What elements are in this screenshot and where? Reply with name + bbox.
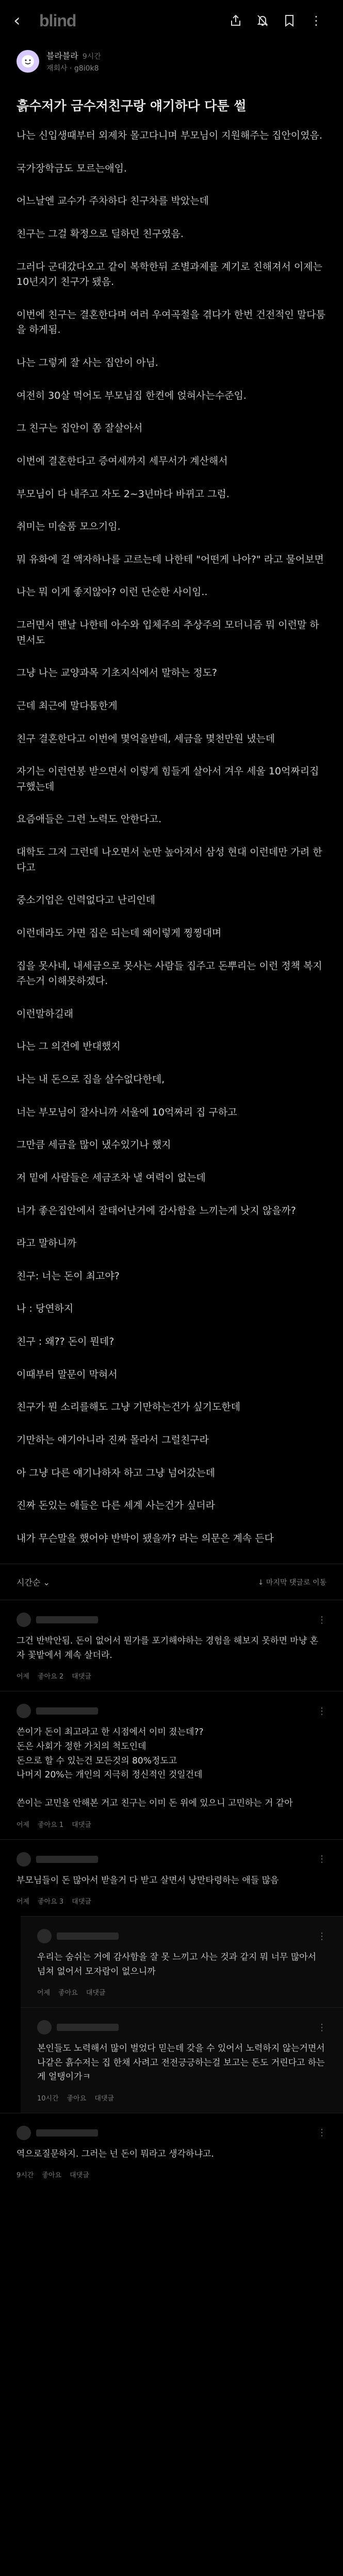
comment-like-button[interactable]: 좋아요 1 [38, 1821, 64, 1829]
more-vertical-icon[interactable]: ⋮ [310, 13, 322, 28]
post-paragraph: 내가 무슨말을 했어야 반박이 됐을까? 라는 의문은 계속 든다 [17, 1532, 274, 1544]
comment-time: 10시간 [37, 2094, 59, 2103]
sort-dropdown[interactable]: 시간순 ⌄ [17, 1578, 50, 1588]
comment-meta [17, 2170, 326, 2179]
post-paragraph: 그만큼 세금을 많이 냈수있기나 했지 [17, 1139, 171, 1151]
post-paragraph: 취미는 미술품 모으기임. [17, 521, 121, 533]
comment-more-icon[interactable]: ⋮ [317, 2022, 326, 2033]
top-bar [0, 0, 343, 41]
comment-avatar [17, 2126, 31, 2140]
post-title: 흙수저가 금수저친구랑 얘기하다 다툰 썰 [17, 98, 247, 113]
comment-author-redacted [36, 1856, 98, 1863]
post-paragraph: 그러다 군대갔다오고 같이 복학한뒤 조별과제를 계기로 친해져서 이제는 10년지기 친구가 됐음. [17, 261, 322, 288]
post-paragraph: 이번에 친구는 결혼한다며 여러 우여곡절을 겪다가 한번 건전적인 말다툼을 하게됨. [17, 309, 325, 336]
post-paragraph: 아 그냥 다른 얘기나하자 하고 그냥 넘어갔는데 [17, 1467, 215, 1479]
comment-like-button[interactable]: 좋아요 [58, 1989, 78, 1997]
comment-author-redacted [36, 2129, 98, 2137]
post-paragraph: 기만하는 얘기아니라 진짜 몰라서 그럴친구라 [17, 1434, 209, 1446]
comment-more-icon[interactable]: ⋮ [317, 1614, 326, 1625]
bell-off-icon[interactable] [249, 14, 276, 27]
post-paragraph: 그 친구는 집안이 쫌 잘살아서 [17, 422, 143, 434]
comment-more-icon[interactable]: ⋮ [317, 2127, 326, 2139]
comment-like-button[interactable]: 좋아요 [67, 2094, 87, 2103]
comment-text: 그건 반박안됨. 돈이 없어서 뭔가를 포기해야하는 경험을 해보지 못하면 마냥 혼자 꽃밭에서 계속 살더라. [17, 1636, 318, 1660]
comment-sort-bar [0, 1564, 343, 1600]
post-paragraph: 나는 그렇게 잘 사는 집안이 아님. [17, 357, 158, 368]
comment-time: 9시간 [17, 2172, 34, 2180]
comment-time: 어제 [17, 1673, 30, 1681]
comment-more-icon[interactable]: ⋮ [317, 1705, 326, 1717]
comment-like-button[interactable]: 좋아요 [42, 2172, 62, 2180]
post-paragraph: 뭐 유화에 걸 액자하나를 고르는데 나한테 "어떤게 나아?" 라고 물어보면 [17, 553, 324, 565]
post-paragraph: 집을 못사네, 내세금으로 못사는 사람들 집주고 돈뿌리는 이런 정책 복지주는거 이해못하겠다. [17, 960, 322, 987]
comment-header [17, 1613, 326, 1627]
comment-meta [17, 1819, 326, 1829]
post-paragraph: 부모님이 다 내주고 자도 2~3년마다 바뀌고 그럼. [17, 488, 230, 500]
post-paragraph: 어느날엔 교수가 주차하다 친구차를 박았는데 [17, 195, 209, 207]
comment-header [17, 1704, 326, 1718]
comment-text: 우리는 숨쉬는 거에 감사함을 잘 못 느끼고 사는 것과 같지 뭐 너무 많아서 넘쳐 없어서 모자람이 없으니까 [37, 1952, 317, 1977]
comment-text: 부모님들이 돈 많아서 받을거 다 받고 살면서 낭만타령하는 애들 많음 [17, 1875, 279, 1886]
back-arrow-icon[interactable]: ‹ [13, 10, 21, 31]
comment-avatar [17, 1704, 31, 1718]
post-paragraph: 친구: 너는 돈이 최고야? [17, 1270, 120, 1282]
post-paragraph: 나는 뭐 이게 좋지않아? 이런 단순한 사이임.. [17, 586, 208, 598]
comment-avatar [37, 2020, 52, 2035]
comment-avatar [17, 1613, 31, 1627]
comment-author-redacted [36, 1707, 98, 1715]
comment-item [0, 1600, 343, 1691]
comment-like-button[interactable]: 좋아요 2 [38, 1673, 64, 1681]
comment-header [17, 2126, 326, 2140]
post-paragraph: 나는 그 의견에 반대했지 [17, 1041, 121, 1053]
reply-item [21, 1916, 343, 2007]
post-body [0, 123, 343, 1546]
comment-time: 어제 [17, 1898, 30, 1906]
post-paragraph: 자기는 이런연봉 받으면서 이렇게 힘들게 살아서 겨우 세울 10억짜리집 구했는데 [17, 766, 319, 792]
comment-avatar [17, 1852, 31, 1867]
comment-reply-button[interactable]: 대댓글 [72, 1821, 91, 1829]
comment-reply-button[interactable]: 대댓글 [86, 1989, 106, 1997]
comment-time: 어제 [17, 1821, 30, 1829]
post-paragraph: 국가장학금도 모르는애임. [17, 162, 127, 174]
post-paragraph: 나 : 당연하지 [17, 1303, 74, 1315]
comment-reply-button[interactable]: 대댓글 [94, 2094, 115, 2103]
comment-reply-button[interactable]: 대댓글 [72, 1673, 91, 1681]
blind-logo[interactable]: blind [39, 11, 76, 30]
comment-text: 본인들도 노력해서 많이 벌었다 믿는데 갖을 수 있어서 노력하지 않는거면서 나같은 흙수저는 집 한채 사려고 전전긍긍하는걸 보고는 돈도 거린다고 하는게 얼탱이가ㅋ [37, 2043, 325, 2082]
post-paragraph: 친구 결혼한다고 이번에 몇억을받데, 세금을 몇천만원 냈는데 [17, 733, 275, 744]
avatar [17, 50, 39, 73]
post-paragraph: 이런말하길래 [17, 1008, 74, 1020]
post-paragraph: 친구 : 왜?? 돈이 뭔데? [17, 1336, 115, 1347]
post-paragraph: 근데 최근에 말다툼한게 [17, 700, 118, 711]
post-paragraph: 중소기업은 인력없다고 난리인데 [17, 894, 156, 906]
post-paragraph: 너는 부모님이 잘사니까 서울에 10억짜리 집 구하고 [17, 1106, 237, 1118]
post-paragraph: 라고 말하니까 [17, 1238, 77, 1249]
comment-meta [17, 1671, 326, 1681]
reply-item [21, 2007, 343, 2113]
avatar-face-icon [20, 54, 36, 69]
post-paragraph: 그러면서 맨날 나한테 아수와 입체주의 추상주의 모더니즘 뭐 이런말 하면서도 [17, 619, 319, 646]
post-paragraph: 이때부터 말문이 막혀서 [17, 1368, 118, 1380]
post-paragraph: 친구가 뭔 소리를해도 그냥 기만하는건가 싶기도한데 [17, 1401, 240, 1413]
comment-header [37, 2020, 326, 2035]
post-paragraph: 여전히 30살 먹어도 부모님집 한켠에 얹혀사는수준임. [17, 389, 247, 401]
comment-text: 역으로질문하지. 그러는 넌 돈이 뭐라고 생각하냐고. [17, 2148, 214, 2159]
top-actions [222, 13, 330, 28]
post-author[interactable] [0, 41, 343, 77]
comment-meta [37, 2093, 326, 2103]
comment-more-icon[interactable]: ⋮ [317, 1930, 326, 1942]
post-paragraph: 너가 좋은집안에서 잘태어난거에 감사함을 느끼는게 낫지 않을까? [17, 1205, 296, 1216]
post-paragraph: 저 밑에 사람들은 세금조차 낼 여력이 없는데 [17, 1172, 206, 1183]
comment-header [37, 1929, 326, 1943]
comment-meta [17, 1896, 326, 1906]
comment-like-button[interactable]: 좋아요 3 [38, 1898, 64, 1906]
author-name: 블라블라 [46, 51, 78, 61]
bookmark-icon[interactable] [276, 14, 303, 27]
post-time: 9시간 [82, 53, 101, 61]
comment-reply-button[interactable]: 대댓글 [72, 1898, 91, 1906]
jump-to-last-comment[interactable]: ↓ 마지막 댓글로 이동 [257, 1578, 326, 1587]
post-paragraph: 그냥 나는 교양과목 기초지식에서 말하는 정도? [17, 667, 218, 679]
post-paragraph: 이런데라도 가면 집은 되는데 왜이렇게 찡찡대며 [17, 927, 222, 939]
post-paragraph: 이번에 결혼한다고 증여세까지 세무서가 계산해서 [17, 455, 228, 467]
author-company: 재회사 · g8i0k8 [46, 64, 99, 73]
comment-item [0, 2113, 343, 2190]
comment-text: 쓴이가 돈이 최고라고 한 시점에서 이미 졌는데?? 돈은 사회가 정한 가치의 척도인데 돈으로 할 수 있는건 모든것의 80%정도고 나머지 20%는 개인의 지극히 정신적인 것일건데 쓴이는 고민을 안해본 거고 친구는 이미 돈 위에 있으니 고민하는 거 같아 [17, 1727, 293, 1809]
comment-item [0, 1691, 343, 1839]
comment-time: 어제 [37, 1989, 51, 1997]
comment-reply-button[interactable]: 대댓글 [70, 2172, 89, 2180]
post-paragraph: 대학도 그저 그런데 나오면서 눈만 높아져서 삼성 현대 이런데만 가려 한다고 [17, 846, 322, 873]
post-paragraph: 친구는 그걸 확정으로 딜하던 친구였음. [17, 228, 184, 240]
comment-avatar [37, 1929, 52, 1943]
post-paragraph: 나는 신입생때부터 외제차 몰고다니며 부모님이 지원해주는 집안이였음. [17, 130, 322, 141]
comment-author-redacted [36, 1616, 98, 1623]
comment-meta [37, 1987, 326, 1997]
post-paragraph: 나는 내 돈으로 집을 살수없다한데, [17, 1074, 165, 1085]
comment-more-icon[interactable]: ⋮ [317, 1854, 326, 1865]
share-icon[interactable] [222, 14, 249, 27]
comment-header [17, 1852, 326, 1867]
post-paragraph: 요즘애들은 그런 노력도 안한다고. [17, 814, 162, 825]
comment-author-redacted [57, 1933, 119, 1940]
comment-author-redacted [57, 2024, 119, 2031]
comment-item [0, 1839, 343, 1917]
comment-list [0, 1600, 343, 2190]
post-paragraph: 진짜 돈있는 애들은 다른 세계 사는건가 싶더라 [17, 1500, 215, 1512]
